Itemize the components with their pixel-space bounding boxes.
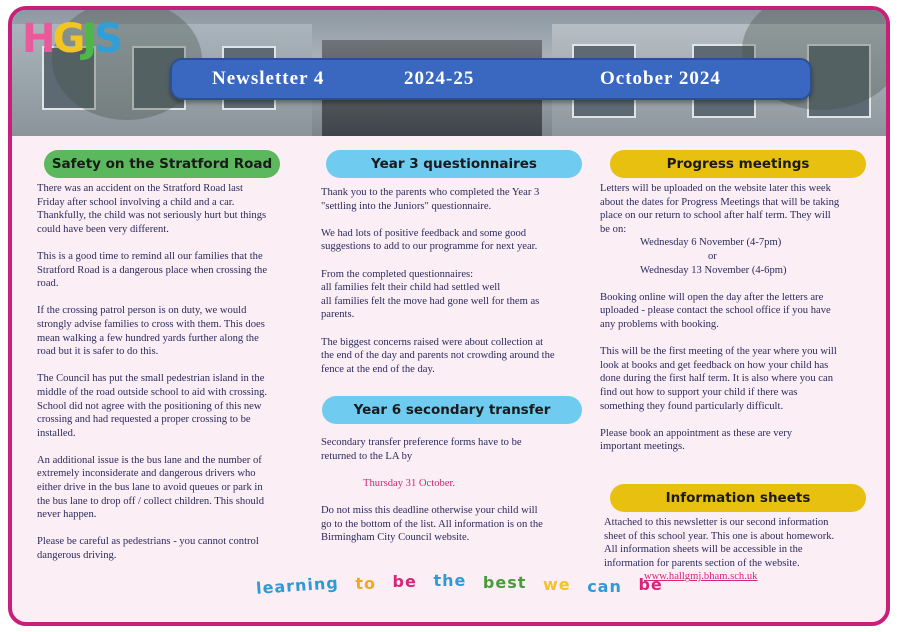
newsletter-frame bbox=[8, 6, 890, 626]
school-year: 2024-25 bbox=[404, 68, 475, 89]
meeting-date-2: Wednesday 13 November (4-6pm) bbox=[640, 264, 787, 276]
motto-word: can bbox=[587, 577, 622, 596]
newsletter-number: Newsletter 4 bbox=[212, 68, 325, 89]
heading-year6-transfer: Year 6 secondary transfer bbox=[322, 396, 582, 424]
motto-word: be bbox=[638, 575, 663, 594]
motto-word: to bbox=[355, 574, 376, 593]
motto-word: the bbox=[433, 571, 467, 590]
motto-word: we bbox=[542, 575, 571, 594]
motto-word: learning bbox=[255, 573, 340, 598]
or-text: or bbox=[708, 250, 717, 262]
school-website-link[interactable]: www.hallgmj.bham.sch.uk bbox=[644, 571, 758, 583]
header-banner bbox=[12, 10, 886, 136]
meeting-date-1: Wednesday 6 November (4-7pm) bbox=[640, 237, 782, 249]
year3-article: Thank you to the parents who completed the Year 3 "settling into the Juniors" questionnaire. We had lots of positive feedback and some good suggestions to add to our programme for next year. From the completed questionnaires: all families felt their child had settled well all families felt the move had gone well for them as parents. The biggest concerns raised were about collection at the end of the day and parents not crowding around the fence at the end of the day. bbox=[321, 187, 555, 375]
motto-word: best bbox=[482, 573, 527, 592]
motto-word: be bbox=[392, 572, 417, 591]
transfer-deadline: Thursday 31 October. bbox=[363, 477, 456, 489]
issue-month: October 2024 bbox=[600, 68, 721, 89]
school-motto bbox=[255, 571, 673, 598]
newsletter-title-bar bbox=[170, 58, 812, 100]
school-logo: HGJS bbox=[22, 16, 121, 62]
information-article: Attached to this newsletter is our second information sheet of this school year. This one is about homework. All information sheets will be accessible in the information for parents section of the website. www.hallgmj.bham.sch.uk bbox=[604, 516, 880, 584]
safety-article: There was an accident on the Stratford Road last Friday after school involving a child and a car. Thankfully, the child was not seriously hurt but things could have been very different. This is a good time to remind all our families that the Stratford Road is a dangerous place when crossing the road. If the crossing patrol person is on duty, we would strongly advise families to cross with them. This does mean walking a few hundred yards further along the road but it is safer to do this. The Council has put the small pedestrian island in the middle of the road outside school to aid with crossing. School did not agree with the positioning of this new crossing and had requested a proper crossing to be installed. An additional issue is the bus lane and the number of extremely inconsiderate and dangerous drivers who either drive in the bus lane to avoid queues or park in the bus lane to drop off / collect children. This should never happen. Please be careful as pedestrians - you cannot control dangerous driving. bbox=[37, 183, 268, 562]
progress-article: Letters will be uploaded on the website later this week about the dates for Progress Meetings that will be taking place on our return to school after half term. They will be on: Wednesday 6 November (4-7pm) or Wednesday 13 November (4-6pm) Booking online will open the day after the letters are uploaded - please contact the school office if you have any problems with booking. This will be the first meeting of the year where you will look at books and get feedback on how your child has done during the first half term. It is also where you can find out how to support your child if there was something they found particularly difficult. Please book an appointment as these are very important meetings. bbox=[600, 182, 876, 467]
heading-progress-meetings: Progress meetings bbox=[610, 150, 866, 178]
heading-safety: Safety on the Stratford Road bbox=[44, 150, 280, 178]
year6-article: Secondary transfer preference forms have to be returned to the LA by Thursday 31 October. Do not miss this deadline otherwise your child will go to the bottom of the list. All information is on the Birmingham City Council website. bbox=[321, 436, 591, 558]
heading-year3-questionnaires: Year 3 questionnaires bbox=[326, 150, 582, 178]
heading-information-sheets: Information sheets bbox=[610, 484, 866, 512]
